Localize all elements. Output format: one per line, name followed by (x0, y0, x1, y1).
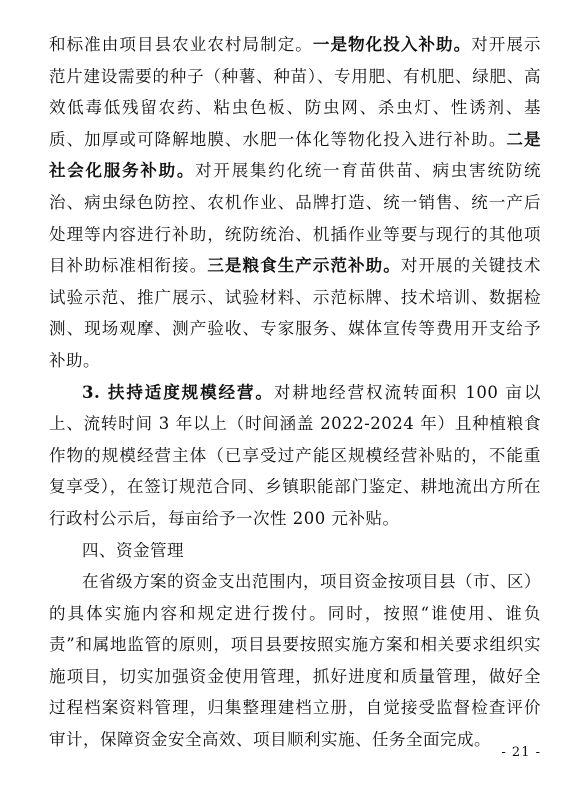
paragraph-fund-management: 在省级方案的资金支出范围内，项目资金按项目县（市、区）的具体实施内容和规定进行拨付。同时，按照“谁使用、谁负责”和属地监管的原则，项目县要按照实施方案和相关要求组织实施项目，切实加强资金使用管理，抓好进度和质量管理，做好全过程档案资料管理，归集整理建档立册，自觉接受监督检查评价审计，保障资金安全高效、项目顺利实施、任务全面完成。 (49, 572, 541, 750)
document-body (49, 29, 541, 756)
text-run: 对开展示范片建设需要的种子（种薯、种苗）、专用肥、有机肥、绿肥、高效低毒低残留农药、粘虫色板、防虫网、杀虫灯、性诱剂、基质、加厚或可降解地膜、水肥一体化等物化投入进行补助。 (49, 35, 542, 149)
bold-run-demo-subsidy: 三是粮食生产示范补助。 (207, 256, 401, 276)
bold-run-scale-operation: 3. 扶持适度规模经营。 (82, 382, 274, 402)
page-number: - 21 - (501, 745, 541, 760)
section-heading-fund-management: 四、资金管理 (82, 540, 184, 560)
text-run: 对耕地经营权流转面积 100 亩以上、流转时间 3 年以上（时间涵盖 2022-2024 年）且种植粮食作物的规模经营主体（已享受过产能区规模经营补贴的，不能重复享受），在签订规范合同、乡镇职能部门鉴定、耕地流出方所在行政村公示后，每亩给予一次性 200 元补贴。 (49, 382, 541, 528)
bold-run-service-subsidy: 二是社会化服务补助。 (49, 129, 542, 181)
text-run: 和标准由项目县农业农村局制定。 (49, 35, 313, 54)
paragraph-scale-operation (49, 377, 541, 535)
paragraph-subsidy-types (49, 29, 541, 377)
bold-run-material-subsidy: 一是物化投入补助。 (312, 35, 472, 54)
text-run: 对开展集约化统一育苗供苗、病虫害统防统治、病虫绿色防控、农机作业、品牌打造、统一销售、统一产后处理等内容进行补助，统防统治、机插作业等要与现行的其他项目补助标准相衔接。 (49, 161, 542, 276)
text-run: 对开展的关键技术试验示范、推广展示、试验材料、示范标牌、技术培训、数据检测、现场观摩、测产验收、专家服务、媒体宣传等费用开支给予补助。 (49, 256, 542, 370)
